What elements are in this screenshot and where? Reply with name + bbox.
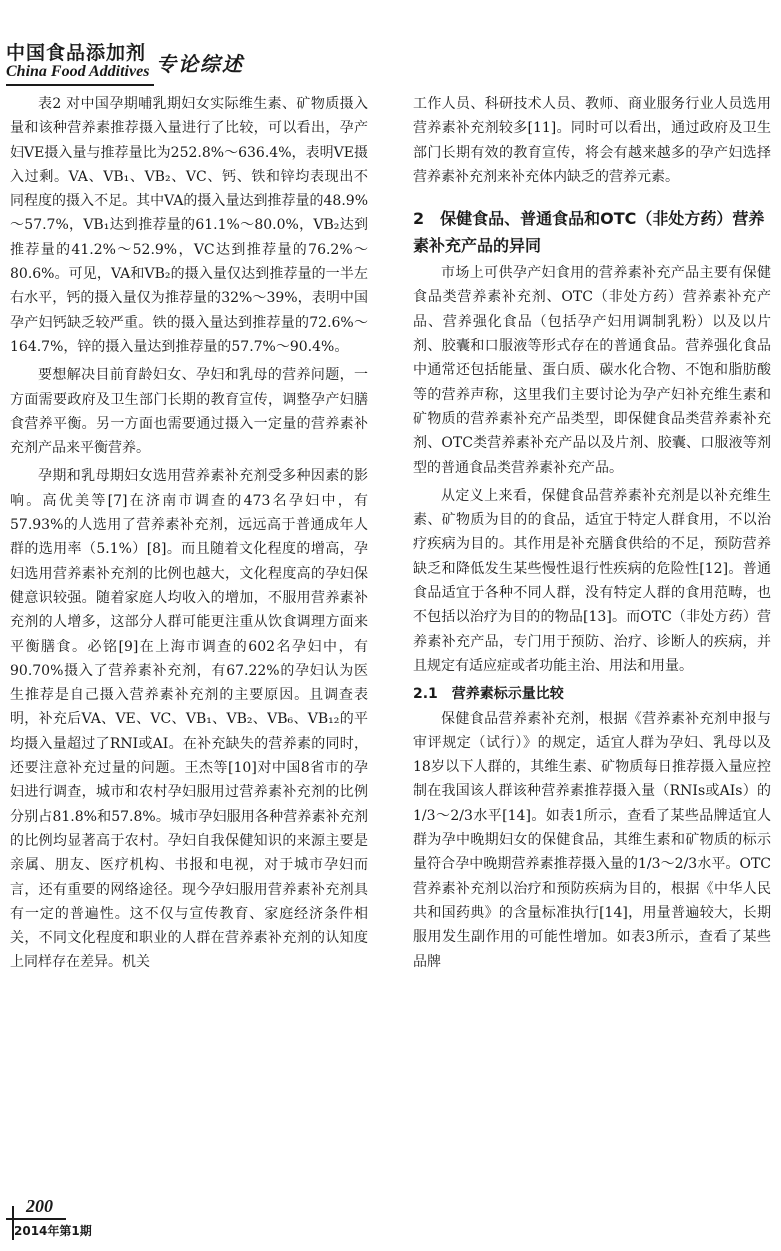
journal-title-cn: 中国食品添加剂 (6, 42, 147, 64)
journal-header (6, 38, 306, 90)
page-footer (6, 1196, 166, 1246)
body-paragraph: 保健食品营养素补充剂，根据《营养素补充剂申报与审评规定（试行）》的规定，适宜人群为孕妇、乳母以及18岁以下人群的，其维生素、矿物质每日推荐摄入量应控制在我国该人群该种营养素推荐摄入量（RNIs或AIs）的1/3～2/3水平[14]。如表1所示，查看了某些品牌适宜人群为孕中晚期妇女的保健食品，其维生素和矿物质的标示量符合孕中晚期营养素推荐摄入量的1/3～2/3水平。OTC营养素补充剂以治疗和预防疾病为目的，根据《中华人民共和国药典》的含量标准执行[14]，用量普遍较大，长期服用发生副作用的可能性增加。如表3所示，查看了某些品牌 (413, 710, 771, 970)
left-column (10, 92, 368, 979)
body-paragraph: 从定义上来看，保健食品营养素补充剂是以补充维生素、矿物质为目的的食品，适宜于特定人群食用，不以治疗疾病为目的。其作用是补充膳食供给的不足，预防营养缺乏和降低发生某些慢性退行性疾病的危险性[12]。普通食品适宜于各种不同人群，没有特定人群的食用范畴，也不包括以治疗为目的的物品[13]。而OTC（非处方药）营养素补充产品，专门用于预防、治疗、诊断人的疾病，并且规定有适应症或者功能主治、用法和用量。 (413, 487, 771, 674)
journal-title-en: China Food Additives (6, 63, 150, 80)
body-paragraph-continued: 工作人员、科研技术人员、教师、商业服务行业人员选用营养素补充剂较多[11]。同时可以看出，通过政府及卫生部门长期有效的教育宣传，将会有越来越多的孕产妇选择营养素补充剂来补充体内缺乏的营养元素。 (413, 96, 771, 185)
right-column (413, 92, 771, 978)
section-heading: 2 保健食品、普通食品和OTC（非处方药）营养素补充产品的异同 (413, 209, 765, 256)
page-number: 200 (26, 1196, 53, 1216)
body-paragraph: 要想解决目前育龄妇女、孕妇和乳母的营养问题，一方面需要政府及卫生部门长期的教育宣传，调整孕产妇膳食营养平衡。另一方面也需要通过摄入一定量的营养素补充剂产品来平衡营养。 (10, 367, 368, 457)
section-tag: 专论综述 (156, 54, 244, 76)
header-rule (6, 84, 154, 86)
body-paragraph: 表2 对中国孕期哺乳期妇女实际维生素、矿物质摄入量和该种营养素推荐摄入量进行了比较，可以看出，孕产妇VE摄入量与推荐量比为252.8%～636.4%，表明VE摄入过剩。VA、VB₁、VB₂、VC、钙、铁和锌均表现出不同程度的摄入不足。其中VA的摄入量达到推荐量的48.9%～57.7%，VB₁达到推荐量的61.1%～80.0%，VB₂达到推荐量的41.2%～52.9%，VC达到推荐量的76.2%～80.6%。可见，VA和VB₂的摄入量仅达到推荐量的一半左右水平，钙的摄入量仅为推荐量的32%～39%，表明中国孕产妇钙缺乏较严重。铁的摄入量达到推荐量的72.6%～164.7%，锌的摄入量达到推荐量的57.7%～90.4%。 (10, 96, 368, 355)
issue-label: 2014年第1期 (14, 1224, 92, 1238)
footer-rule-horizontal (6, 1218, 66, 1220)
body-paragraph: 市场上可供孕产妇食用的营养素补充产品主要有保健食品类营养素补充剂、OTC（非处方药）营养素补充产品、营养强化食品（包括孕产妇用调制乳粉）以及以片剂、胶囊和口服液等形式存在的普通食品。营养强化食品中通常还包括能量、蛋白质、碳水化合物、不饱和脂肪酸等的营养声称，这里我们主要讨论为孕产妇补充维生素和矿物质的营养素补充产品类型，即保健食品类营养素补充剂、OTC类营养素补充产品以及片剂、胶囊、口服液等剂型的普通食品类营养素补充产品。 (413, 265, 771, 476)
body-paragraph: 孕期和乳母期妇女选用营养素补充剂受多种因素的影响。高优美等[7]在济南市调查的473名孕妇中，有57.93%的人选用了营养素补充剂，远远高于普通成年人群的选用率（5.1%）[8]。而且随着文化程度的增高，孕妇选用营养素补充剂的比例也越大，文化程度高的孕妇保健意识较强。随着家庭人均收入的增加，不服用营养素补充剂的人增多，这部分人群可能更注重从饮食调理方面来平衡膳食。必铭[9]在上海市调查的602名孕妇中，有90.70%摄入了营养素补充剂，有67.22%的孕妇认为医生推荐是自己摄入营养素补充剂的主要原因。且调查表明，补充后VA、VE、VC、VB₁、VB₂、VB₆、VB₁₂的平均摄入量超过了RNI或AI。在补充缺失的营养素的同时，还要注意补充过量的问题。王杰等[10]对中国8省市的孕妇进行调查，城市和农村孕妇服用过营养素补充剂的比例分别占81.8%和57.8%。城市孕妇服用各种营养素补充剂的比例均显著高于农村。孕妇自我保健知识的来源主要是亲属、朋友、医疗机构、书报和电视，对于城市孕妇而言，还有重要的网络途径。现今孕妇服用营养素补充剂具有一定的普遍性。这不仅与宣传教育、家庭经济条件相关，不同文化程度和职业的人群在营养素补充剂的认知度上同样存在差异。机关 (10, 468, 368, 971)
subsection-heading: 2.1 营养素标示量比较 (413, 686, 564, 703)
